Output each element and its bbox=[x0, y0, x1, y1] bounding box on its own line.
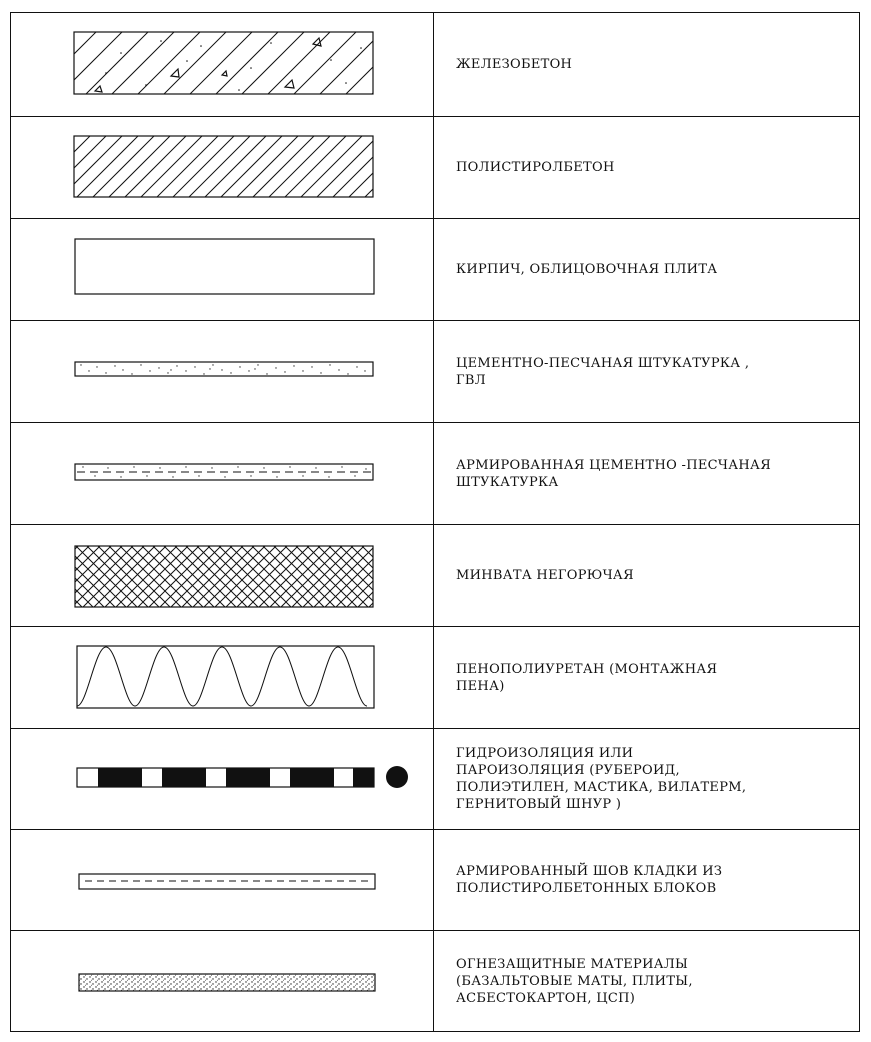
material-label: ПЕНОПОЛИУРЕТАН (МОНТАЖНАЯ ПЕНА) bbox=[456, 661, 718, 694]
material-label: ПОЛИСТИРОЛБЕТОН bbox=[456, 160, 615, 175]
label-cell bbox=[434, 13, 859, 116]
legend-row-reinforced-plaster bbox=[11, 422, 859, 524]
legend-row-reinforced-seam bbox=[11, 829, 859, 930]
cement-plaster-swatch bbox=[11, 321, 433, 423]
legend-row-fire-protection bbox=[11, 930, 859, 1031]
swatch-cell bbox=[11, 525, 434, 626]
material-label: МИНВАТА НЕГОРЮЧАЯ bbox=[456, 568, 634, 583]
legend-row-reinforced-concrete bbox=[11, 13, 859, 116]
swatch-cell bbox=[11, 321, 434, 422]
material-label: ЦЕМЕНТНО-ПЕСЧАНАЯ ШТУКАТУРКА , ГВЛ bbox=[456, 355, 750, 388]
material-label: ЖЕЛЕЗОБЕТОН bbox=[456, 57, 573, 72]
polystyrene-concrete-swatch bbox=[11, 117, 433, 219]
swatch-cell bbox=[11, 423, 434, 524]
swatch-cell bbox=[11, 219, 434, 320]
reinforced-plaster-swatch bbox=[11, 423, 433, 525]
material-label: ГИДРОИЗОЛЯЦИЯ ИЛИ ПАРОИЗОЛЯЦИЯ (РУБЕРОИД, ПОЛИЭТИЛЕН, МАСТИКА, ВИЛАТЕРМ, ГЕРНИТОВЫЙ ШНУР ) bbox=[456, 746, 747, 812]
legend-row-polystyrene-concrete bbox=[11, 116, 859, 218]
legend-row-waterproofing bbox=[11, 728, 859, 829]
swatch-cell bbox=[11, 729, 434, 829]
swatch-cell bbox=[11, 627, 434, 728]
swatch-cell bbox=[11, 13, 434, 116]
label-cell bbox=[434, 423, 859, 524]
legend-row-brick bbox=[11, 218, 859, 320]
material-label: КИРПИЧ, ОБЛИЦОВОЧНАЯ ПЛИТА bbox=[456, 262, 718, 277]
material-label: АРМИРОВАННАЯ ЦЕМЕНТНО -ПЕСЧАНАЯ ШТУКАТУРКА bbox=[456, 457, 771, 490]
label-cell bbox=[434, 525, 859, 626]
legend-row-mineral-wool bbox=[11, 524, 859, 626]
mineral-wool-swatch bbox=[11, 525, 433, 627]
fire-protection-swatch bbox=[11, 931, 433, 1032]
label-cell bbox=[434, 931, 859, 1031]
reinforced-concrete-swatch bbox=[11, 13, 433, 116]
waterproofing-swatch bbox=[11, 729, 433, 830]
swatch-cell bbox=[11, 830, 434, 930]
label-cell bbox=[434, 830, 859, 930]
material-label: ОГНЕЗАЩИТНЫЕ МАТЕРИАЛЫ (БАЗАЛЬТОВЫЕ МАТЫ, ПЛИТЫ, АСБЕСТОКАРТОН, ЦСП) bbox=[456, 956, 693, 1006]
label-cell bbox=[434, 117, 859, 218]
label-cell bbox=[434, 627, 859, 728]
label-cell bbox=[434, 219, 859, 320]
polyurethane-foam-swatch bbox=[11, 627, 433, 729]
swatch-cell bbox=[11, 931, 434, 1031]
legend-row-cement-plaster bbox=[11, 320, 859, 422]
label-cell bbox=[434, 729, 859, 829]
label-cell bbox=[434, 321, 859, 422]
brick-swatch bbox=[11, 219, 433, 321]
material-label: АРМИРОВАННЫЙ ШОВ КЛАДКИ ИЗ ПОЛИСТИРОЛБЕТОННЫХ БЛОКОВ bbox=[456, 864, 723, 896]
materials-legend-table bbox=[10, 12, 860, 1032]
reinforced-seam-swatch bbox=[11, 830, 433, 931]
swatch-cell bbox=[11, 117, 434, 218]
legend-row-polyurethane-foam bbox=[11, 626, 859, 728]
